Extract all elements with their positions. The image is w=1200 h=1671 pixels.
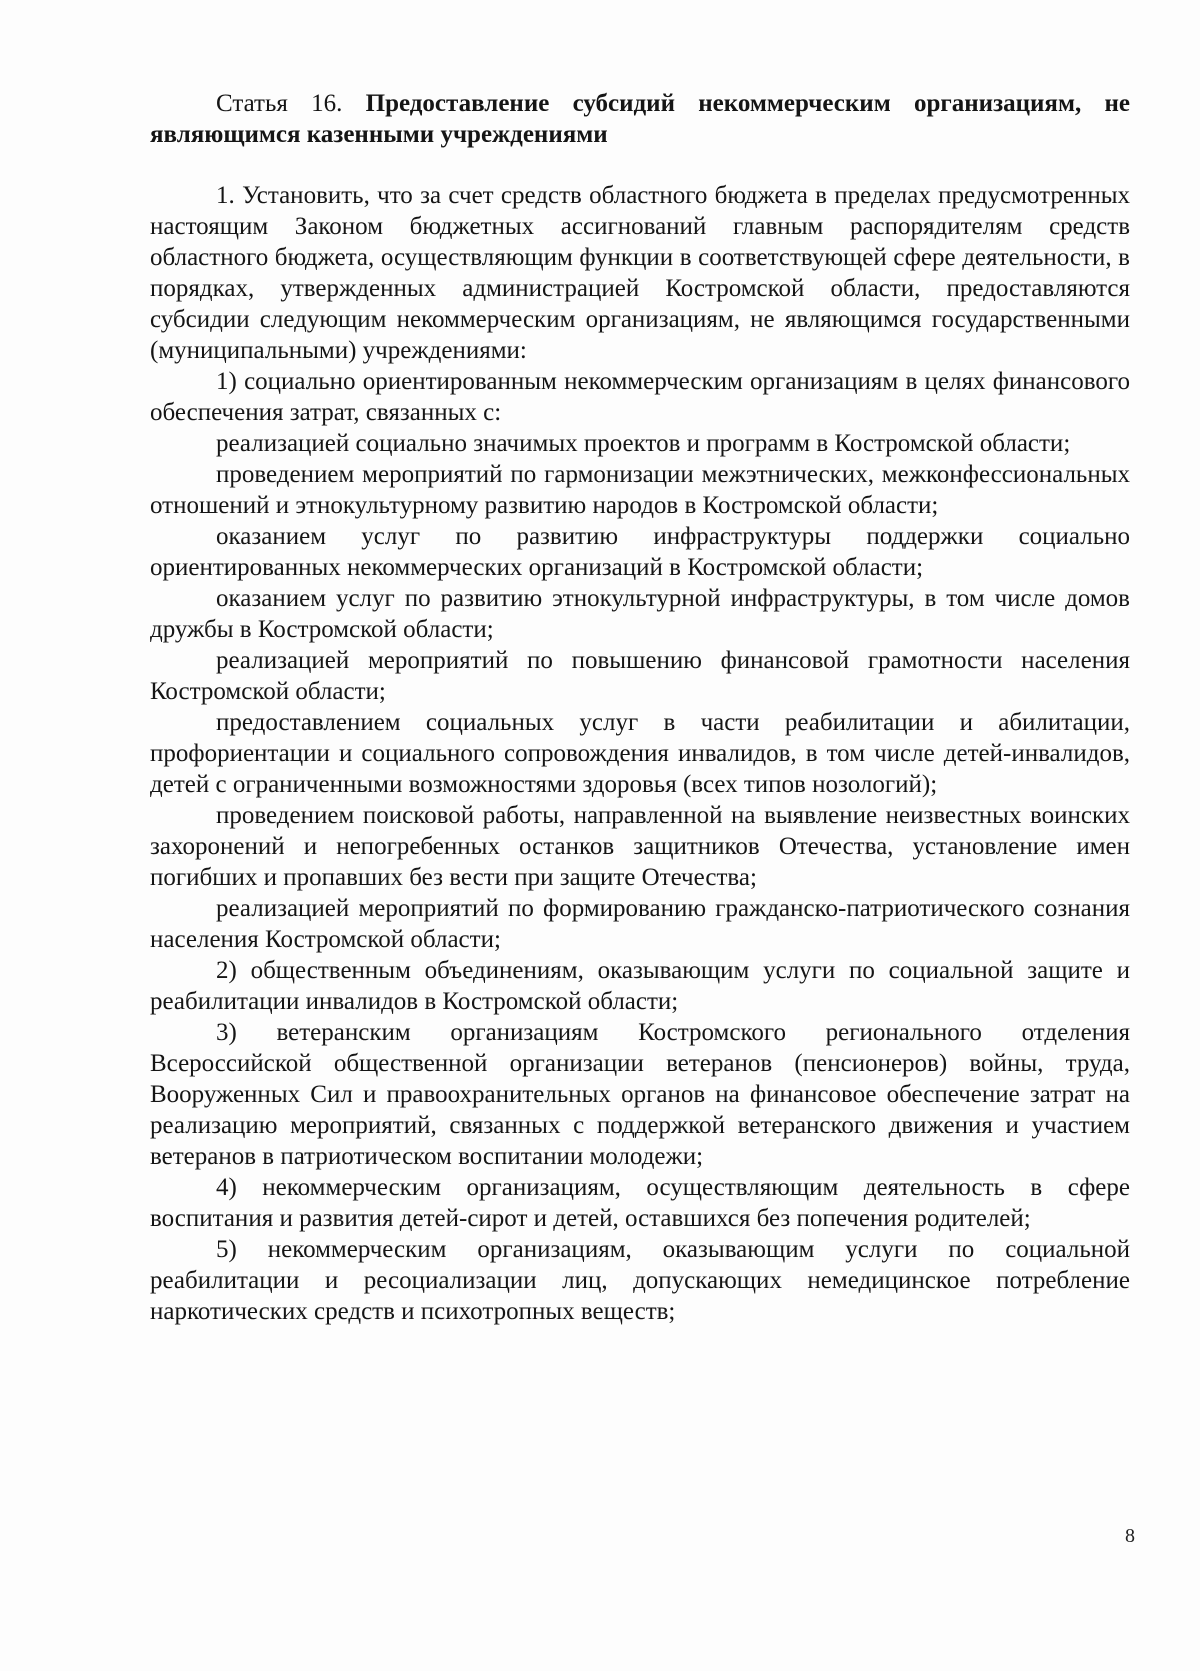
paragraph: предоставлением социальных услуг в части реабилитации и абилитации, профориентации и социального сопровождения инвалидов, в том числе детей-инвалидов, детей с ограниченными возможностями здоровья (всех типов нозологий);	[150, 709, 1130, 798]
paragraph: проведением мероприятий по гармонизации межэтнических, межконфессиональных отношений и этнокультурному развитию народов в Костромской области;	[150, 461, 1130, 519]
paragraph: оказанием услуг по развитию этнокультурной инфраструктуры, в том числе домов дружбы в Костромской области;	[150, 585, 1130, 643]
article-label: Статья 16.	[216, 90, 343, 117]
article-heading	[150, 88, 1130, 150]
page-number: 8	[1125, 1525, 1135, 1547]
paragraph: реализацией мероприятий по повышению финансовой грамотности населения Костромской области;	[150, 647, 1130, 705]
paragraph: оказанием услуг по развитию инфраструктуры поддержки социально ориентированных некоммерческих организаций в Костромской области;	[150, 523, 1130, 581]
article-title: Предоставление субсидий некоммерческим организациям, не являющимся казенными учреждениями	[150, 90, 1131, 148]
paragraph: 1. Установить, что за счет средств областного бюджета в пределах предусмотренных настоящим Законом бюджетных ассигнований главным распорядителям средств областного бюджета, осуществляющим функции в соответствующей сфере деятельности, в порядках, утвержденных администрацией Костромской области, предоставляются субсидии следующим некоммерческим организациям, не являющимся государственными (муниципальными) учреждениями:	[150, 182, 1130, 364]
paragraph: 3) ветеранским организациям Костромского регионального отделения Всероссийской общественной организации ветеранов (пенсионеров) войны, труда, Вооруженных Сил и правоохранительных органов на финансовое обеспечение затрат на реализацию мероприятий, связанных с поддержкой ветеранского движения и участием ветеранов в патриотическом воспитании молодежи;	[150, 1019, 1130, 1170]
document-body	[150, 88, 1130, 1327]
paragraph: проведением поисковой работы, направленной на выявление неизвестных воинских захоронений и непогребенных останков защитников Отечества, установление имен погибших и пропавших без вести при защите Отечества;	[150, 802, 1130, 891]
paragraph: реализацией социально значимых проектов и программ в Костромской области;	[216, 430, 1071, 457]
paragraph: 1) социально ориентированным некоммерческим организациям в целях финансового обеспечения затрат, связанных с:	[150, 368, 1130, 426]
paragraph: 4) некоммерческим организациям, осуществляющим деятельность в сфере воспитания и развития детей-сирот и детей, оставшихся без попечения родителей;	[150, 1174, 1130, 1232]
paragraph: реализацией мероприятий по формированию гражданско-патриотического сознания населения Костромской области;	[150, 895, 1130, 953]
paragraph: 2) общественным объединениям, оказывающим услуги по социальной защите и реабилитации инвалидов в Костромской области;	[150, 957, 1130, 1015]
paragraph: 5) некоммерческим организациям, оказывающим услуги по социальной реабилитации и ресоциализации лиц, допускающих немедицинское потребление наркотических средств и психотропных веществ;	[150, 1236, 1130, 1325]
